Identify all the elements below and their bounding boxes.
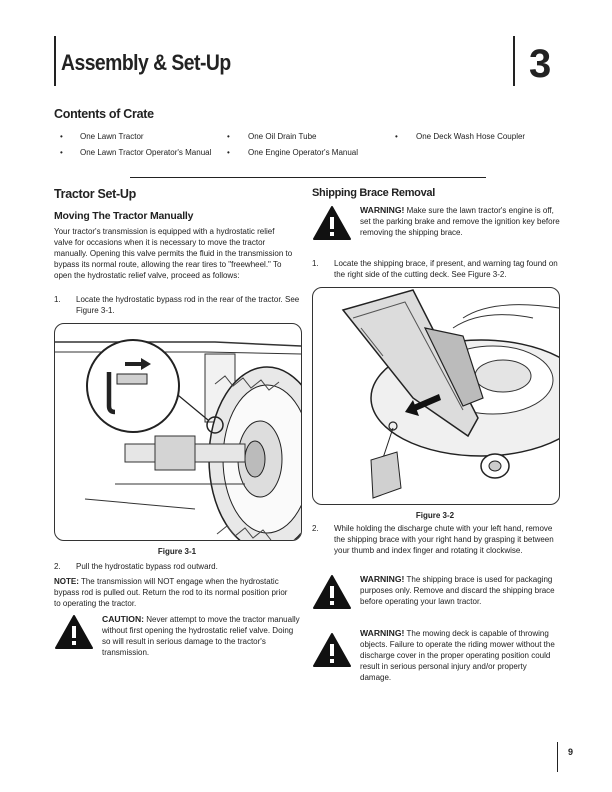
list-item-text: One Lawn Tractor Operator's Manual: [80, 148, 212, 157]
bullet: •: [60, 132, 63, 141]
warning-body: The shipping brace is used for packaging purposes only. Remove and discard the shipping brace before operating your lawn tractor.: [360, 575, 555, 606]
list-item-text: One Oil Drain Tube: [248, 132, 317, 141]
deck-wheel: [481, 454, 509, 478]
section-divider: [130, 177, 486, 178]
bullet: •: [395, 132, 398, 141]
list-item-text: One Engine Operator's Manual: [248, 148, 359, 157]
step-text: Locate the hydrostatic bypass rod in the rear of the tractor. See Figure 3-1.: [76, 295, 300, 315]
moving-tractor-heading: Moving The Tractor Manually: [54, 210, 194, 222]
warning-icon: [312, 205, 352, 241]
chapter-number: 3: [529, 42, 552, 86]
bullet: •: [60, 148, 63, 157]
warning-icon: [312, 574, 352, 610]
warning-body: The mowing deck is capable of throwing objects. Failure to operate the riding mower without the discharge cover in the proper operating position could result in serious personal injury and/or property damage.: [360, 629, 555, 682]
note-text: The transmission will NOT engage when the hydrostatic bypass rod is pulled out. Return the rod to its normal position prior to operating the tractor.: [54, 577, 288, 608]
bullet: •: [227, 132, 230, 141]
figure-3-2-caption: Figure 3-2: [415, 511, 455, 520]
warning-block-3: [312, 628, 564, 684]
intro-paragraph: Your tractor's transmission is equipped with a hydrostatic relief valve for occasions when it is necessary to move the tractor manually. Opening this valve permits the fluid in the transmission to bypass its normal route, allowing the rear tires to "freewheel." To open the hydrostatic relief valve, proceed as follows:: [54, 227, 293, 280]
warning-label: WARNING!: [360, 628, 405, 638]
figure-3-1-caption: Figure 3-1: [157, 547, 197, 556]
warning-block-1: [312, 205, 564, 247]
footer-rule: [557, 742, 558, 772]
warning-block-2: [312, 574, 564, 618]
step-text: While holding the discharge chute with your left hand, remove the shipping brace with your right hand by grasping it between your thumb and index finger and rotating it clockwise.: [334, 524, 554, 555]
step-text: Pull the hydrostatic bypass rod outward.: [76, 562, 218, 571]
bullet: •: [227, 148, 230, 157]
warning-label: WARNING!: [360, 574, 405, 584]
figure-3-2: [312, 287, 560, 505]
header-right-rule: [513, 36, 515, 86]
caution-block: [54, 614, 304, 664]
warning-label: WARNING!: [360, 205, 405, 215]
shipping-brace-heading: Shipping Brace Removal: [312, 187, 435, 199]
contents-heading: Contents of Crate: [54, 107, 154, 121]
warning-text: [360, 205, 560, 239]
warning-text: [360, 628, 560, 684]
step-number: 1.: [54, 295, 61, 304]
tractor-bypass-illustration: [55, 324, 301, 540]
warning-body: Make sure the lawn tractor's engine is off, set the parking brake and remove the ignition key before removing the shipping brace.: [360, 206, 560, 237]
tractor-setup-heading: Tractor Set-Up: [54, 187, 136, 201]
figure-3-1: [54, 323, 302, 541]
note-label: NOTE:: [54, 577, 79, 586]
list-item-text: One Deck Wash Hose Coupler: [416, 132, 526, 141]
page-title: Assembly & Set-Up: [61, 50, 231, 75]
step-number: 2.: [54, 562, 61, 571]
page-number: 9: [568, 747, 574, 757]
caution-label: CAUTION:: [102, 614, 145, 624]
warning-icon: [312, 632, 352, 668]
header-left-rule: [54, 36, 56, 86]
step-text: Locate the shipping brace, if present, and warning tag found on the right side of the cutting deck. See Figure 3-2.: [334, 259, 558, 279]
caution-icon: [54, 614, 94, 650]
bypass-rod-callout: [87, 340, 179, 432]
step-number: 2.: [312, 524, 319, 533]
warning-text: [360, 574, 560, 608]
note-paragraph: [54, 577, 294, 610]
caution-body: Never attempt to move the tractor manually without first opening the hydrostatic relief valve. Doing so will result in serious damage to the tractor's transmission.: [102, 615, 300, 657]
step-number: 1.: [312, 259, 319, 268]
caution-text: [102, 614, 302, 659]
list-item-text: One Lawn Tractor: [80, 132, 144, 141]
shipping-brace-illustration: [313, 288, 559, 504]
